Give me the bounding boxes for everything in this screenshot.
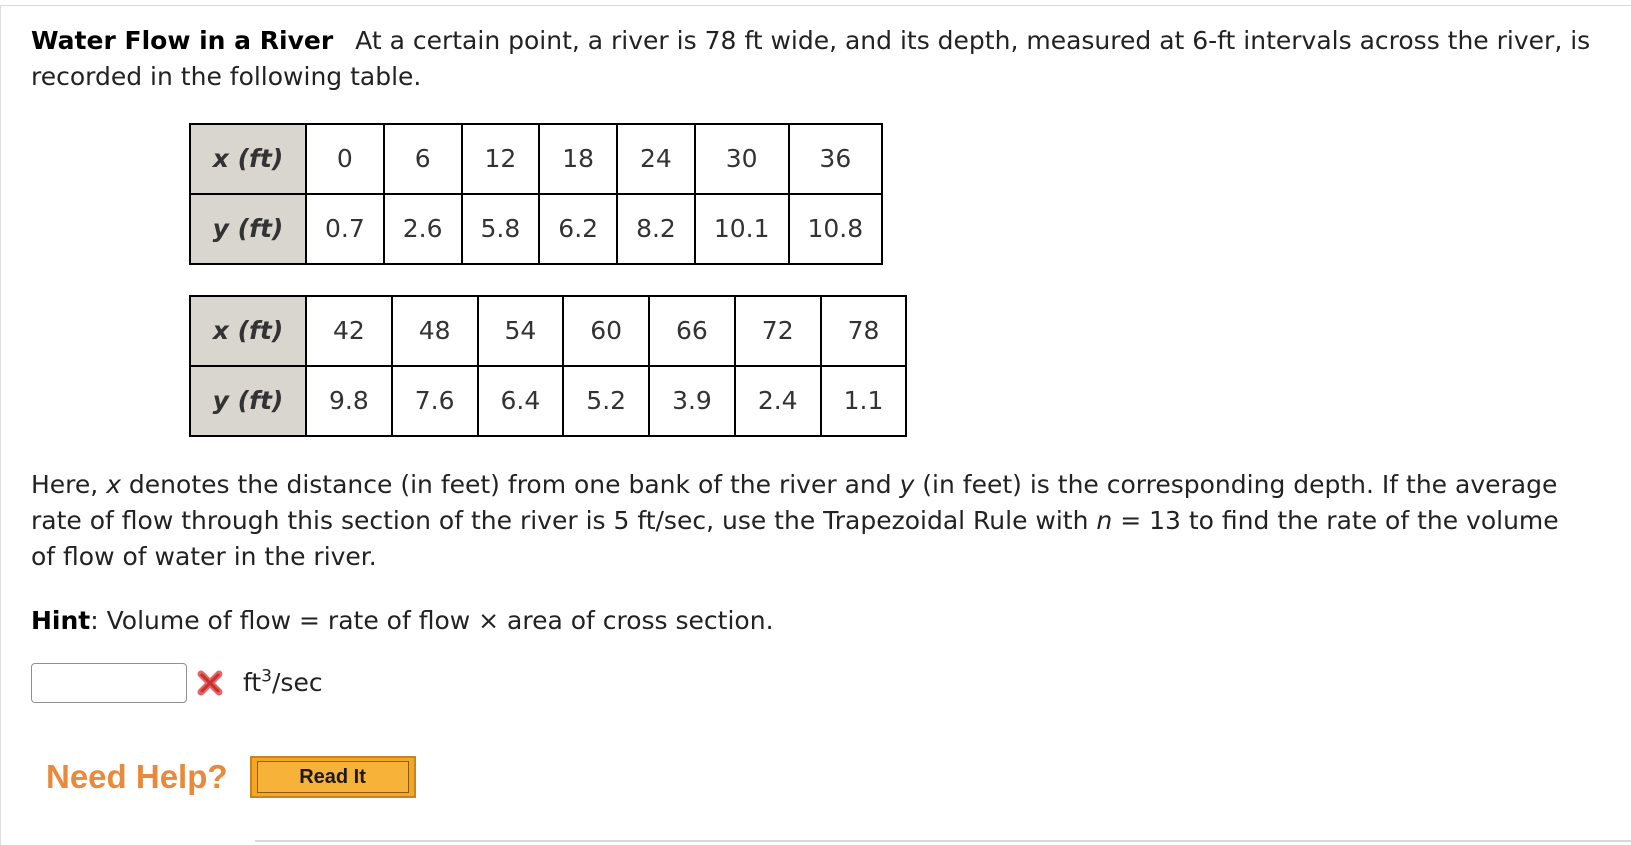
x-cell: 42 — [306, 296, 392, 366]
red-x-icon — [193, 666, 227, 700]
table-row-y — [190, 194, 882, 264]
y-cell: 5.8 — [462, 194, 540, 264]
x-cell: 18 — [539, 124, 617, 194]
y-cell: 9.8 — [306, 366, 392, 436]
unit-base: ft — [243, 668, 262, 697]
y-cell: 5.2 — [563, 366, 649, 436]
y-header-cell — [190, 366, 306, 436]
y-header-label: y (ft) — [212, 214, 284, 243]
answer-unit — [243, 665, 323, 701]
x-cell: 30 — [695, 124, 789, 194]
x-header-label: x (ft) — [212, 316, 284, 345]
x-cell: 6 — [384, 124, 462, 194]
problem-explanation — [31, 467, 1631, 575]
y-cell: 2.4 — [735, 366, 821, 436]
x-cell: 36 — [789, 124, 883, 194]
y-cell: 2.6 — [384, 194, 462, 264]
x-cell: 24 — [617, 124, 695, 194]
y-cell: 7.6 — [392, 366, 478, 436]
x-cell: 12 — [462, 124, 540, 194]
unit-exponent: 3 — [261, 666, 272, 687]
need-help-label: Need Help? — [46, 758, 228, 795]
y-header-cell — [190, 194, 306, 264]
explanation-text: rate of flow through this section of the river is 5 ft/sec, use the Trapezoidal Rule with — [31, 506, 1097, 535]
help-row — [46, 756, 416, 798]
x-cell: 66 — [649, 296, 735, 366]
y-cell: 10.1 — [695, 194, 789, 264]
x-cell: 48 — [392, 296, 478, 366]
variable-x: x — [106, 470, 121, 499]
variable-y: y — [899, 470, 915, 499]
bottom-divider — [255, 840, 1631, 842]
problem-title: Water Flow in a River — [31, 26, 334, 55]
problem-intro-text: At a certain point, a river is 78 ft wide, and its depth, measured at 6-ft intervals across the river, is recorded in the following table. — [31, 26, 1591, 91]
y-cell: 8.2 — [617, 194, 695, 264]
problem-panel — [0, 5, 1631, 845]
y-cell: 6.2 — [539, 194, 617, 264]
explanation-text: denotes the distance (in feet) from one bank of the river and — [120, 470, 900, 499]
x-cell: 54 — [478, 296, 564, 366]
x-header-cell — [190, 296, 306, 366]
answer-input[interactable] — [31, 663, 187, 703]
y-header-label: y (ft) — [212, 386, 284, 415]
depth-table-1 — [189, 123, 883, 265]
y-cell: 0.7 — [306, 194, 384, 264]
explanation-line-3: of flow of water in the river. — [31, 542, 377, 571]
hint-label: Hint — [31, 606, 91, 635]
y-cell: 6.4 — [478, 366, 564, 436]
x-header-cell — [190, 124, 306, 194]
x-cell: 78 — [821, 296, 907, 366]
y-cell: 1.1 — [821, 366, 907, 436]
x-cell: 60 — [563, 296, 649, 366]
explanation-text: = 13 to find the rate of the volume — [1112, 506, 1559, 535]
problem-intro-paragraph — [31, 23, 1611, 95]
variable-n: n — [1096, 506, 1113, 535]
depth-table-2 — [189, 295, 907, 437]
answer-row — [31, 661, 323, 705]
hint — [31, 603, 774, 639]
table-row-x — [190, 296, 906, 366]
explanation-line-1 — [31, 467, 1631, 503]
y-cell: 10.8 — [789, 194, 883, 264]
read-it-label: Read It — [257, 761, 409, 793]
read-it-button[interactable] — [250, 756, 416, 798]
explanation-line-2 — [31, 503, 1631, 539]
explanation-text: (in feet) is the corresponding depth. If the average — [914, 470, 1558, 499]
problem-content — [31, 23, 1631, 795]
x-cell: 0 — [306, 124, 384, 194]
y-cell: 3.9 — [649, 366, 735, 436]
hint-text: : Volume of flow = rate of flow × area of cross section. — [90, 606, 774, 635]
x-cell: 72 — [735, 296, 821, 366]
table-row-y — [190, 366, 906, 436]
explanation-text: Here, — [31, 470, 107, 499]
x-header-label: x (ft) — [212, 144, 284, 173]
unit-rest: /sec — [272, 668, 323, 697]
table-row-x — [190, 124, 882, 194]
